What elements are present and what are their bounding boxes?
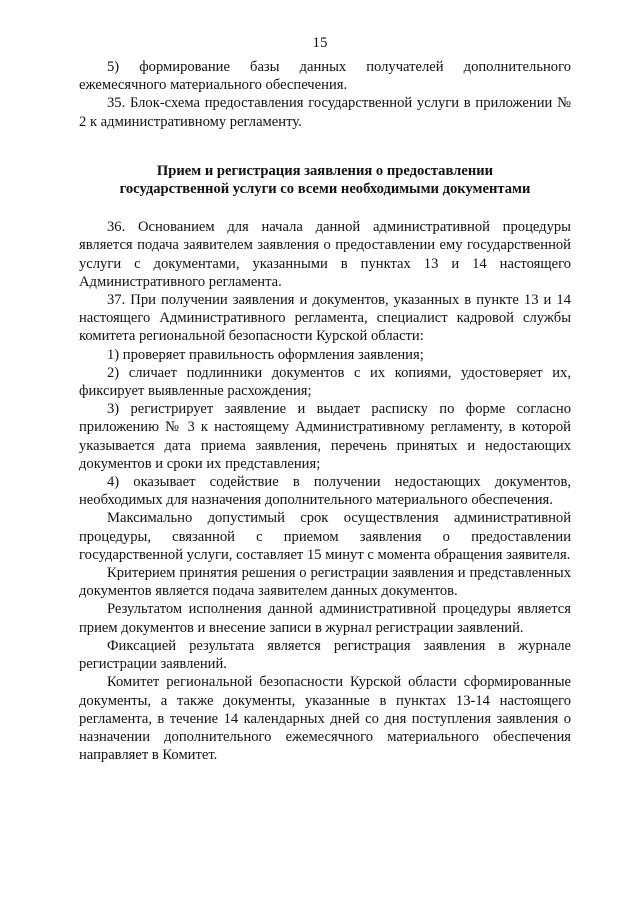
section-heading <box>79 162 571 198</box>
paragraph-37-item-4: 4) оказывает содействие в получении недостающих документов, необходимых для назначения дополнительного материального обеспечения. <box>79 474 571 509</box>
paragraph-36: 36. Основанием для начала данной административной процедуры является подача заявителем заявления о предоставлении ему государственной услуги с документами, указанными в пунктах 13 и 14 настоящего Административного регламента. <box>79 219 571 290</box>
paragraph-35: 35. Блок-схема предоставления государственной услуги в приложении № 2 к административному регламенту. <box>79 95 571 130</box>
paragraph-item-5: 5) формирование базы данных получателей дополнительного ежемесячного материального обеспечения. <box>79 59 571 94</box>
paragraph-37-item-3: 3) регистрирует заявление и выдает расписку по форме согласно приложению № 3 к настоящему Административному регламенту, в которой указывается дата приема заявления, перечень принятых и недостающих документов и сроки их представления; <box>79 401 571 472</box>
paragraph-max-time: Максимально допустимый срок осуществления административной процедуры, связанной с приемом заявления о предоставлении государственной услуги, составляет 15 минут с момента обращения заявителя. <box>79 510 571 563</box>
section-heading-line-2: государственной услуги со всеми необходимыми документами <box>119 181 531 198</box>
paragraph-37-item-1: 1) проверяет правильность оформления заявления; <box>107 346 424 363</box>
paragraph-37-item-2: 2) сличает подлинники документов с их копиями, удостоверяет их, фиксирует выявленные расхождения; <box>79 364 571 400</box>
paragraph-result: Результатом исполнения данной административной процедуры является прием документов и внесение записи в журнал регистрации заявлений. <box>79 601 571 636</box>
paragraph-committee: Комитет региональной безопасности Курской области сформированные документы, а также документы, указанные в пунктах 13-14 настоящего регламента, в течение 14 календарных дней со дня поступления заявления о назначении дополнительного ежемесячного материального обеспечения направляет в Комитет. <box>79 674 571 764</box>
paragraph-fixation: Фиксацией результата является регистрация заявления в журнале регистрации заявлений. <box>79 637 571 673</box>
section-heading-line-1: Прием и регистрация заявления о предоставлении <box>156 162 494 179</box>
document-body <box>79 58 571 764</box>
page-number: 15 <box>312 35 328 51</box>
paragraph-criterion: Критерием принятия решения о регистрации заявления и представленных документов является подача заявителем данных документов. <box>79 565 571 600</box>
paragraph-37-intro: 37. При получении заявления и документов, указанных в пункте 13 и 14 настоящего Административного регламента, специалист кадровой службы комитета региональной безопасности Курской области: <box>79 292 571 345</box>
